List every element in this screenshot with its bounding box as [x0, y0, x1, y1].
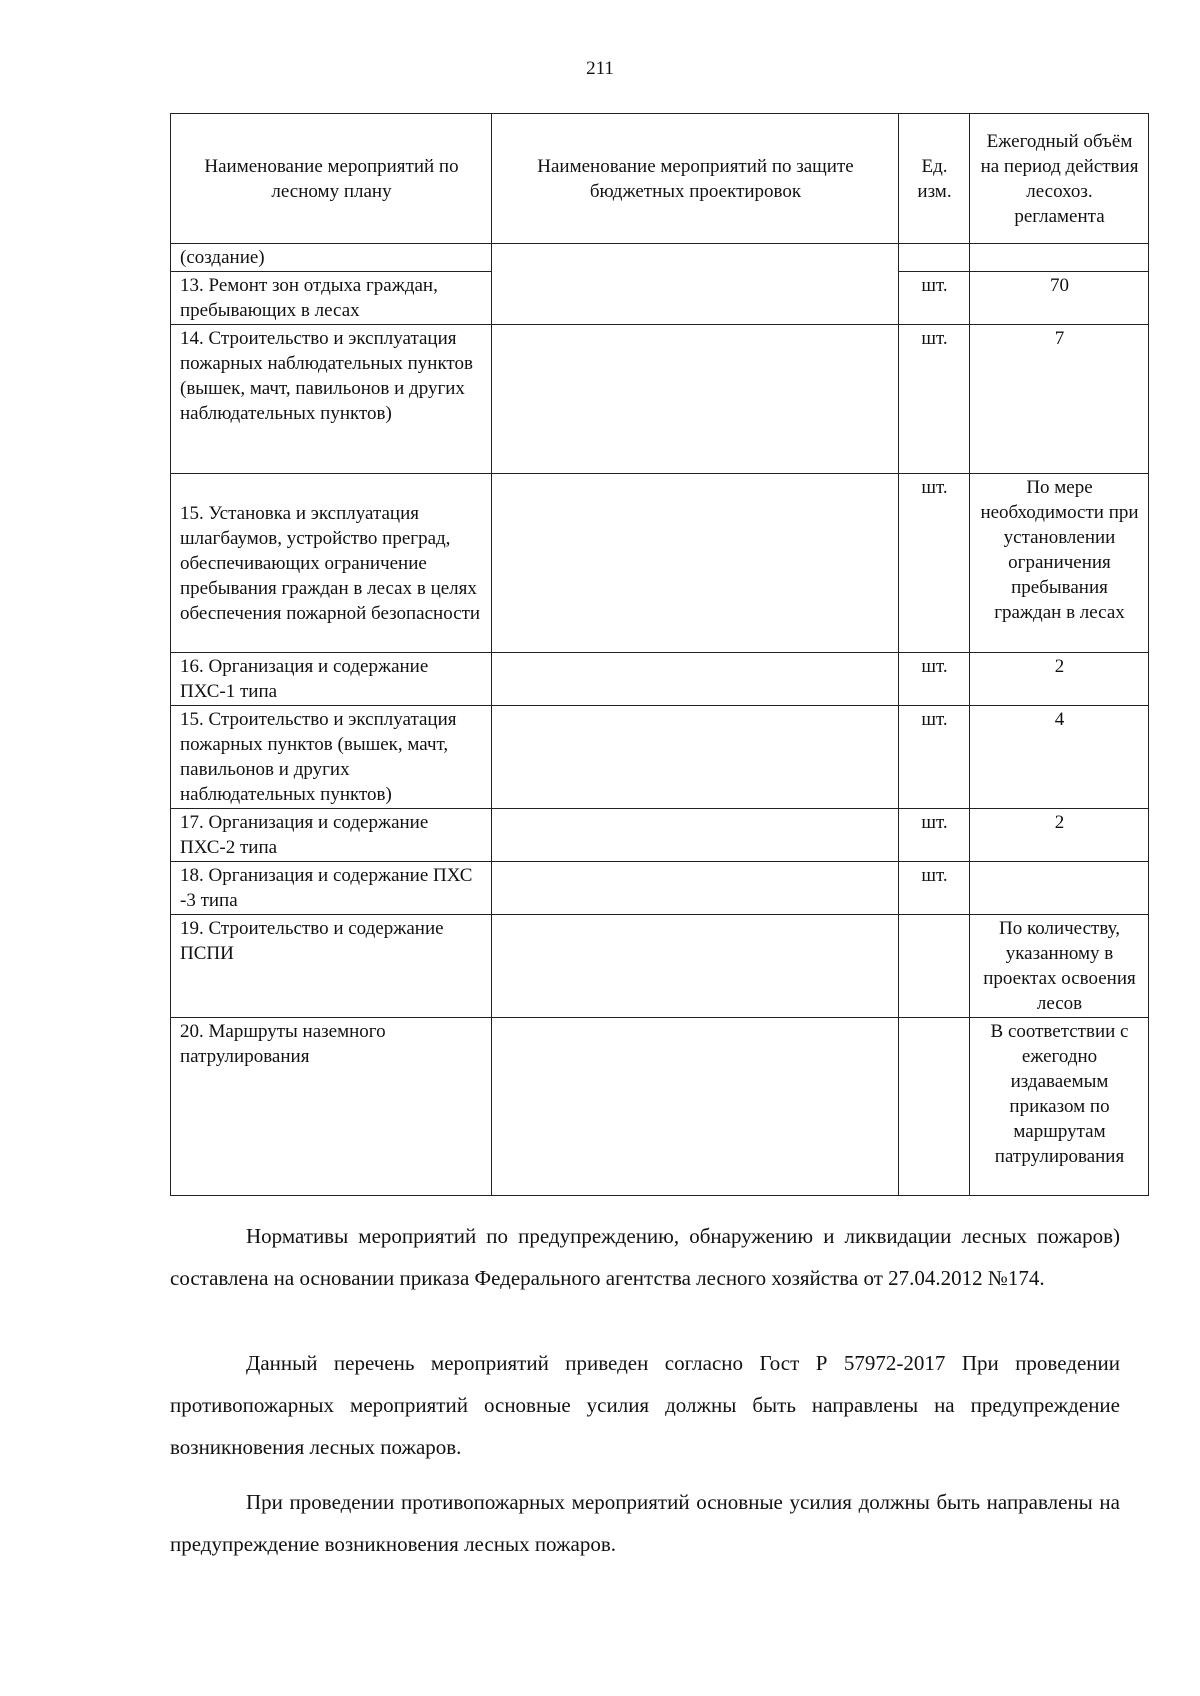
paragraph-efforts: При проведении противопожарных мероприятий основные усилия должны быть направлены на предупреждение возникновения лесных пожаров.: [170, 1490, 1120, 1556]
paragraph-norms: Нормативы мероприятий по предупреждению, обнаружению и ликвидации лесных пожаров) составлена на основании приказа Федерального агентства лесного хозяйства от 27.04.2012 №174.: [170, 1224, 1120, 1290]
row-name: 18. Организация и содержание ПХС -3 типа: [171, 862, 492, 915]
paragraph-gost: Данный перечень мероприятий приведен согласно Гост Р 57972-2017 При проведении противопожарных мероприятий основные усилия должны быть направлены на предупреждение возникновения лесных пожаров.: [170, 1351, 1120, 1459]
row-unit: шт.: [899, 862, 970, 915]
row-name: (создание): [171, 244, 492, 272]
row-name: 19. Строительство и содержание ПСПИ: [171, 915, 492, 1018]
row-volume: 2: [970, 809, 1149, 862]
table-row: [171, 244, 1149, 272]
row-unit: [899, 1018, 970, 1196]
table-header-row: [171, 114, 1149, 244]
row-budget: [492, 809, 899, 862]
row-volume: 4: [970, 706, 1149, 809]
row-name: 15. Установка и эксплуатация шлагбаумов, устройство преград, обеспечивающих ограничение пребывания граждан в лесах в целях обеспечения пожарной безопасности: [171, 474, 492, 653]
row-name: 20. Маршруты наземного патрулирования: [171, 1018, 492, 1196]
row-volume: [970, 244, 1149, 272]
row-unit: шт.: [899, 272, 970, 325]
row-budget: [492, 862, 899, 915]
row-volume: По количеству, указанному в проектах освоения лесов: [970, 915, 1149, 1018]
table-row: [171, 474, 1149, 653]
row-name: 14. Строительство и эксплуатация пожарных наблюдательных пунктов (вышек, мачт, павильонов и других наблюдательных пунктов): [171, 325, 492, 474]
row-unit: [899, 915, 970, 1018]
table-row: [171, 915, 1149, 1018]
table-row: [171, 653, 1149, 706]
row-budget: [492, 474, 899, 653]
table-row: [171, 862, 1149, 915]
row-name: 15. Строительство и эксплуатация пожарных пунктов (вышек, мачт, павильонов и других наблюдательных пунктов): [171, 706, 492, 809]
row-budget: [492, 325, 899, 474]
row-unit: шт.: [899, 474, 970, 653]
table-row: [171, 325, 1149, 474]
page-number: 211: [586, 58, 614, 79]
row-budget: [492, 915, 899, 1018]
row-name: 17. Организация и содержание ПХС-2 типа: [171, 809, 492, 862]
row-unit: шт.: [899, 325, 970, 474]
header-forest-plan-activity: Наименование мероприятий по лесному плану: [171, 114, 492, 244]
row-volume: 7: [970, 325, 1149, 474]
row-budget: [492, 706, 899, 809]
row-budget: [492, 1018, 899, 1196]
table-row: [171, 706, 1149, 809]
table-row: [171, 1018, 1149, 1196]
fire-prevention-table: [170, 113, 1149, 1196]
row-volume: 2: [970, 653, 1149, 706]
header-unit: Ед. изм.: [899, 114, 970, 244]
row-volume: 70: [970, 272, 1149, 325]
row-unit: шт.: [899, 706, 970, 809]
row-volume: [970, 862, 1149, 915]
row-volume: По мере необходимости при установлении ограничения пребывания граждан в лесах: [970, 474, 1149, 653]
row-unit: [899, 244, 970, 272]
row-unit: шт.: [899, 653, 970, 706]
row-name: 16. Организация и содержание ПХС-1 типа: [171, 653, 492, 706]
row-unit: шт.: [899, 809, 970, 862]
row-volume: В соответствии с ежегодно издаваемым приказом по маршрутам патрулирования: [970, 1018, 1149, 1196]
header-annual-volume: Ежегодный объём на период действия лесохоз. регламента: [970, 114, 1149, 244]
row-budget: [492, 653, 899, 706]
row-name: 13. Ремонт зон отдыха граждан, пребывающих в лесах: [171, 272, 492, 325]
row-budget: [492, 244, 899, 325]
table-row: [171, 809, 1149, 862]
header-budget-activity: Наименование мероприятий по защите бюджетных проектировок: [492, 114, 899, 244]
